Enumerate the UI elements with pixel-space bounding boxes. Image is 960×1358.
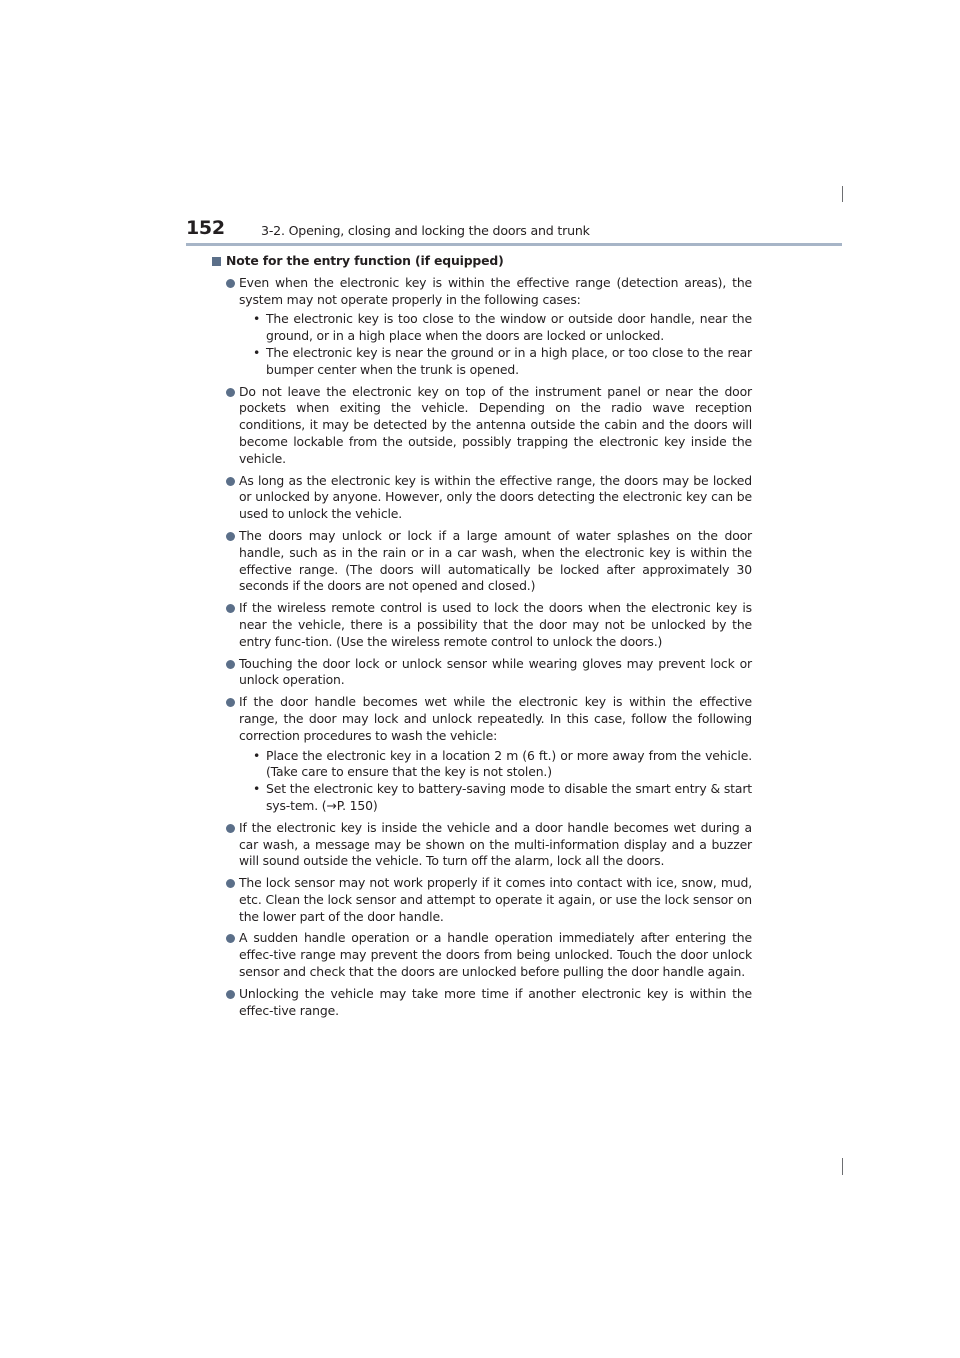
sub-item xyxy=(253,311,752,345)
arrow-right-icon: → xyxy=(326,797,337,813)
dot-bullet-icon: • xyxy=(253,781,261,797)
note-item-10 xyxy=(212,930,752,980)
sub-item-text: The electronic key is too close to the window or outside door handle, near the ground, or in a high place when the doors are locked or unlocked. xyxy=(266,311,752,344)
note-section xyxy=(212,253,752,1024)
square-bullet-icon xyxy=(212,257,221,266)
circle-bullet-icon xyxy=(226,279,235,288)
note-item-text: The doors may unlock or lock if a large amount of water splashes on the door handle, such as in the rain or in a car wash, when the electronic key is within the effective range. (The doors will automatically be locked after approximately 30 seconds if the doors are not opened and closed.) xyxy=(239,527,752,594)
note-item-text: Even when the electronic key is within the effective range (detection areas), the system may not operate properly in the following cases: xyxy=(239,274,752,307)
note-item-7 xyxy=(212,694,752,815)
circle-bullet-icon xyxy=(226,698,235,707)
circle-bullet-icon xyxy=(226,388,235,397)
note-item-text: Unlocking the vehicle may take more time if another electronic key is within the effec-tive range. xyxy=(239,985,752,1018)
circle-bullet-icon xyxy=(226,824,235,833)
header-rule xyxy=(186,243,842,246)
section-title: 3-2. Opening, closing and locking the doors and trunk xyxy=(261,223,590,238)
circle-bullet-icon xyxy=(226,934,235,943)
circle-bullet-icon xyxy=(226,532,235,541)
circle-bullet-icon xyxy=(226,604,235,613)
note-title: Note for the entry function (if equipped) xyxy=(226,253,504,268)
dot-bullet-icon: • xyxy=(253,344,261,360)
crop-mark-bottom xyxy=(842,1158,843,1175)
sub-item xyxy=(253,345,752,379)
note-item-2 xyxy=(212,384,752,468)
note-item-3 xyxy=(212,473,752,523)
dot-bullet-icon: • xyxy=(253,747,261,763)
circle-bullet-icon xyxy=(226,990,235,999)
note-item-text: The lock sensor may not work properly if it comes into contact with ice, snow, mud, etc. Clean the lock sensor and attempt to operate it again, or use the lock sensor on the lower part of the door handle. xyxy=(239,875,752,924)
page-number: 152 xyxy=(186,217,225,239)
circle-bullet-icon xyxy=(226,477,235,486)
note-heading xyxy=(212,253,752,270)
sub-item-text: Place the electronic key in a location 2 m (6 ft.) or more away from the vehicle. (Take care to ensure that the key is not stolen.) xyxy=(266,747,752,780)
circle-bullet-icon xyxy=(226,660,235,669)
sub-list xyxy=(239,311,752,378)
note-item-11 xyxy=(212,986,752,1020)
note-item-4 xyxy=(212,528,752,595)
sub-list xyxy=(239,748,752,815)
note-item-5 xyxy=(212,600,752,650)
sub-item-text: Set the electronic key to battery-saving mode to disable the smart entry & start sys-tem. ( xyxy=(266,781,752,813)
note-item-8 xyxy=(212,820,752,870)
note-item-text: As long as the electronic key is within the effective range, the doors may be locked or unlocked by anyone. However, only the doors detecting the electronic key can be used to unlock the vehicle. xyxy=(239,472,752,522)
note-item-1 xyxy=(212,275,752,379)
crop-mark-top xyxy=(842,186,843,202)
note-item-text: If the wireless remote control is used to lock the doors when the electronic key is near the vehicle, there is a possibility that the door may not be unlocked by the entry func-tion. (Use the wireless remote control to unlock the doors.) xyxy=(239,600,752,649)
sub-item-text: The electronic key is near the ground or in a high place, or too close to the rear bumper center when the trunk is opened. xyxy=(266,344,752,377)
sub-item xyxy=(253,781,752,815)
sub-item xyxy=(253,748,752,782)
note-item-text: If the door handle becomes wet while the electronic key is within the effective range, the door may lock and unlock repeatedly. In this case, follow the following correction procedures to wash the vehicle: xyxy=(239,694,752,743)
page-reference[interactable]: P. 150) xyxy=(336,797,378,813)
note-item-text: A sudden handle operation or a handle operation immediately after entering the effec-tive range may prevent the doors from being unlocked. Touch the door unlock sensor and check that the doors are unlocked before pulling the door handle again. xyxy=(239,930,752,980)
note-item-9 xyxy=(212,875,752,925)
note-item-text: If the electronic key is inside the vehicle and a door handle becomes wet during a car wash, a message may be shown on the multi-information display and a buzzer will sound outside the vehicle. To turn off the alarm, lock all the doors. xyxy=(239,819,752,869)
note-item-text: Touching the door lock or unlock sensor while wearing gloves may prevent lock or unlock operation. xyxy=(239,655,752,688)
note-item-6 xyxy=(212,656,752,690)
dot-bullet-icon: • xyxy=(253,311,261,327)
circle-bullet-icon xyxy=(226,879,235,888)
note-item-text: Do not leave the electronic key on top of the instrument panel or near the door pockets when exiting the vehicle. Depending on the radio wave reception conditions, it may be detected by the antenna outside the cabin and the doors will become lockable from the outside, possibly trapping the electronic key inside the vehicle. xyxy=(239,383,752,466)
